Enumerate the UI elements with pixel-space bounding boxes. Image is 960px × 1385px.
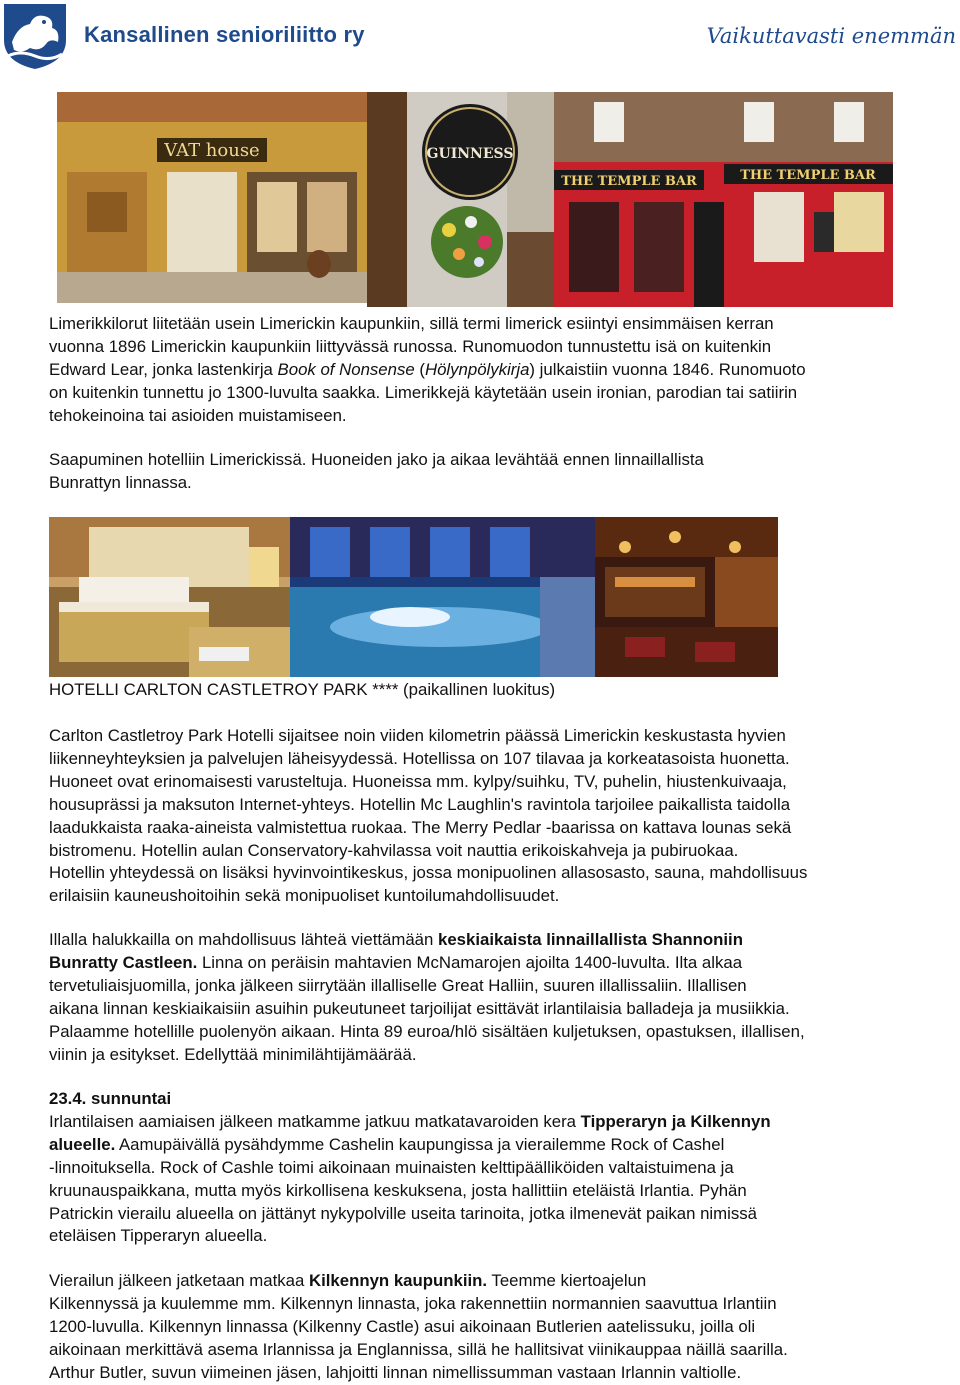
- castle-name: Bunratty Castleen.: [49, 952, 198, 972]
- paragraph-line: erilaisiin kauneushoitoihin sekä monipuoliset kuntoilumahdollisuudet.: [49, 886, 560, 906]
- paragraph-line: laadukkaista raaka-aineista valmistettua ruokaa. The Merry Pedlar -baarissa on kattava lounas sekä: [49, 817, 792, 837]
- guinness-sign-photo: [367, 92, 554, 307]
- paragraph-line: tervetuliaisjuomilla, jonka jälkeen siirrytään illalliselle Great Halliin, suuren illallissaliin. Illallisen: [49, 975, 747, 995]
- hotel-bar-photo: [595, 517, 778, 677]
- paragraph-line: Vierailun jälkeen jatketaan matkaa Kilkennyn kaupunkiin. Teemme kiertoajelun: [49, 1271, 647, 1290]
- paragraph-line: alueelle. Aamupäivällä pysähdymme Cashelin kaupungissa ja vierailemme Rock of Cashel: [49, 1134, 725, 1154]
- svg-text:THE TEMPLE BAR: THE TEMPLE BAR: [740, 168, 876, 183]
- city-highlight: Kilkennyn kaupunkiin.: [308, 1271, 488, 1290]
- paragraph-line: aikana linnan keskiaikaisiin asuihin pukeutuneet tarjoilijat esittävät irlantilaisia balladeja ja musiikkia.: [49, 998, 790, 1018]
- svg-text:VAT house: VAT house: [164, 140, 260, 161]
- paragraph-line: Carlton Castletroy Park Hotelli sijaitsee noin viiden kilometrin päässä Limerickin keskustasta hyvien: [49, 726, 786, 745]
- paragraph-line: -linnoituksella. Rock of Cashle toimi aikoinaan muinaisten kelttipäälliköiden valtaistuimena ja: [49, 1157, 734, 1177]
- paragraph-line: housuprässi ja maksuton Internet-yhteys. Hotellin Mc Laughlin's ravintola tarjoilee paikallista taidolla: [49, 794, 791, 814]
- paragraph-line: Patrickin vierailu alueella on jättänyt nykypolville useita tarinoita, jotka ilmenevät paikan nimissä: [49, 1203, 757, 1223]
- hotel-pool-photo: [290, 517, 595, 677]
- paragraph-line: liikenneyhteyksien ja palvelujen läheisyydessä. Hotellissa on 107 tilavaa ja korkeatasoista huonetta.: [49, 748, 790, 768]
- region-highlight-end: alueelle.: [49, 1134, 116, 1154]
- sunday-paragraph: [49, 1088, 949, 1248]
- paragraph-line: Saapuminen hotelliin Limerickissä. Huoneiden jako ja aikaa levähtää ennen linnaillallista: [49, 450, 704, 469]
- paragraph-line: bistromenu. Hotellin aulan Conservatory-kahvilassa voit nauttia erikoiskahveja ja pubiruokaa.: [49, 840, 739, 860]
- paragraph-line: Illalla halukkailla on mahdollisuus lähteä viettämään keskiaikaista linnaillallista Shannoniin: [49, 930, 743, 949]
- paragraph-line: aikoinaan merkittävä asema Irlannissa ja Englannissa, sillä he hallitsivat viinikauppaa näillä saarilla.: [49, 1339, 788, 1359]
- dinner-highlight: keskiaikaista linnaillallista Shannoniin: [438, 930, 743, 949]
- slogan: Vaikuttavasti enemmän: [706, 24, 956, 48]
- paragraph-line: vuonna 1896 Limerickin kaupunkiin liittyvässä runossa. Runomuodon tunnustettu isä on kuitenkin: [49, 336, 772, 356]
- paragraph-line: viinin ja esitykset. Edellyttää minimilähtijämäärää.: [49, 1044, 417, 1064]
- dinner-paragraph: [49, 929, 949, 1066]
- paragraph-line: Irlantilaisen aamiaisen jälkeen matkamme jatkuu matkatavaroiden kera Tipperaryn ja Kilkennyn: [49, 1111, 771, 1131]
- lion-shield-logo-icon: [0, 0, 70, 70]
- temple-bar-pub-photo: [554, 92, 893, 307]
- limerick-paragraph: [49, 313, 949, 428]
- paragraph-line: on kuitenkin tunnettu jo 1300-luvulta saakka. Limerikkejä käytetään usein ironian, parodian tai satiirin: [49, 382, 798, 402]
- kilkenny-paragraph: [49, 1270, 949, 1385]
- hotel-room-photo: [49, 517, 290, 677]
- paragraph-line: tehokeinoina tai asioiden muistamiseen.: [49, 405, 347, 425]
- pub-vat-house-photo: [57, 92, 367, 303]
- paragraph-line: Limerikkilorut liitetään usein Limerickin kaupunkiin, sillä termi limerick esiintyi ensimmäisen kerran: [49, 314, 774, 333]
- paragraph-line: Bunratty Castleen. Linna on peräisin mahtavien McNamarojen ajoilta 1400-luvulta. Ilta alkaa: [49, 952, 743, 972]
- paragraph-line: Huoneet ovat erinomaisesti varusteltuja. Huoneissa mm. kylpy/suihku, TV, puhelin, hiustenkuivaaja,: [49, 771, 787, 791]
- book-title-finnish: Hölynpölykirja: [424, 359, 530, 379]
- region-highlight: Tipperaryn ja Kilkennyn: [580, 1111, 771, 1131]
- paragraph-line: Palaamme hotellille puolenyön aikaan. Hinta 89 euroa/hlö sisältäen kuljetuksen, opastuksen, illallisen,: [49, 1021, 805, 1041]
- book-title: Book of Nonsense: [277, 359, 415, 379]
- paragraph-line: eteläisen Tipperaryn alueella.: [49, 1226, 268, 1246]
- paragraph-line: Edward Lear, jonka lastenkirja Book of Nonsense (Hölynpölykirja) julkaistiin vuonna 1846. Runomuoto: [49, 359, 806, 379]
- hotel-title: HOTELLI CARLTON CASTLETROY PARK **** (paikallinen luokitus): [49, 680, 556, 699]
- page-header: [0, 0, 960, 72]
- organization-name: Kansallinen senioriliitto ry: [84, 22, 365, 47]
- paragraph-line: Bunrattyn linnassa.: [49, 472, 192, 492]
- svg-text:THE TEMPLE BAR: THE TEMPLE BAR: [561, 174, 697, 189]
- paragraph-line: 1200-luvulla. Kilkennyn linnassa (Kilkenny Castle) asui aikoinaan Butlerien aatelissuku, joilla oli: [49, 1316, 756, 1336]
- paragraph-line: Kilkennyssä ja kuulemme mm. Kilkennyn linnasta, joka rakennettiin normannien saavuttua Irlantiin: [49, 1293, 777, 1313]
- day-heading: 23.4. sunnuntai: [49, 1089, 172, 1108]
- paragraph-line: Hotellin yhteydessä on lisäksi hyvinvointikeskus, jossa monipuolinen allasosasto, sauna, mahdollisuus: [49, 863, 808, 883]
- arrival-paragraph: [49, 449, 949, 495]
- paragraph-line: Arthur Butler, suvun viimeinen jäsen, lahjoitti linnan nimellissumman vastaan Irlannin valtiolle.: [49, 1362, 742, 1382]
- paragraph-line: kruunauspaikkana, mutta myös kirkollisena keskuksena, josta hallittiin eteläistä Irlantia. Pyhän: [49, 1180, 747, 1200]
- hotel-paragraph: [49, 725, 949, 908]
- svg-text:GUINNESS: GUINNESS: [426, 146, 514, 162]
